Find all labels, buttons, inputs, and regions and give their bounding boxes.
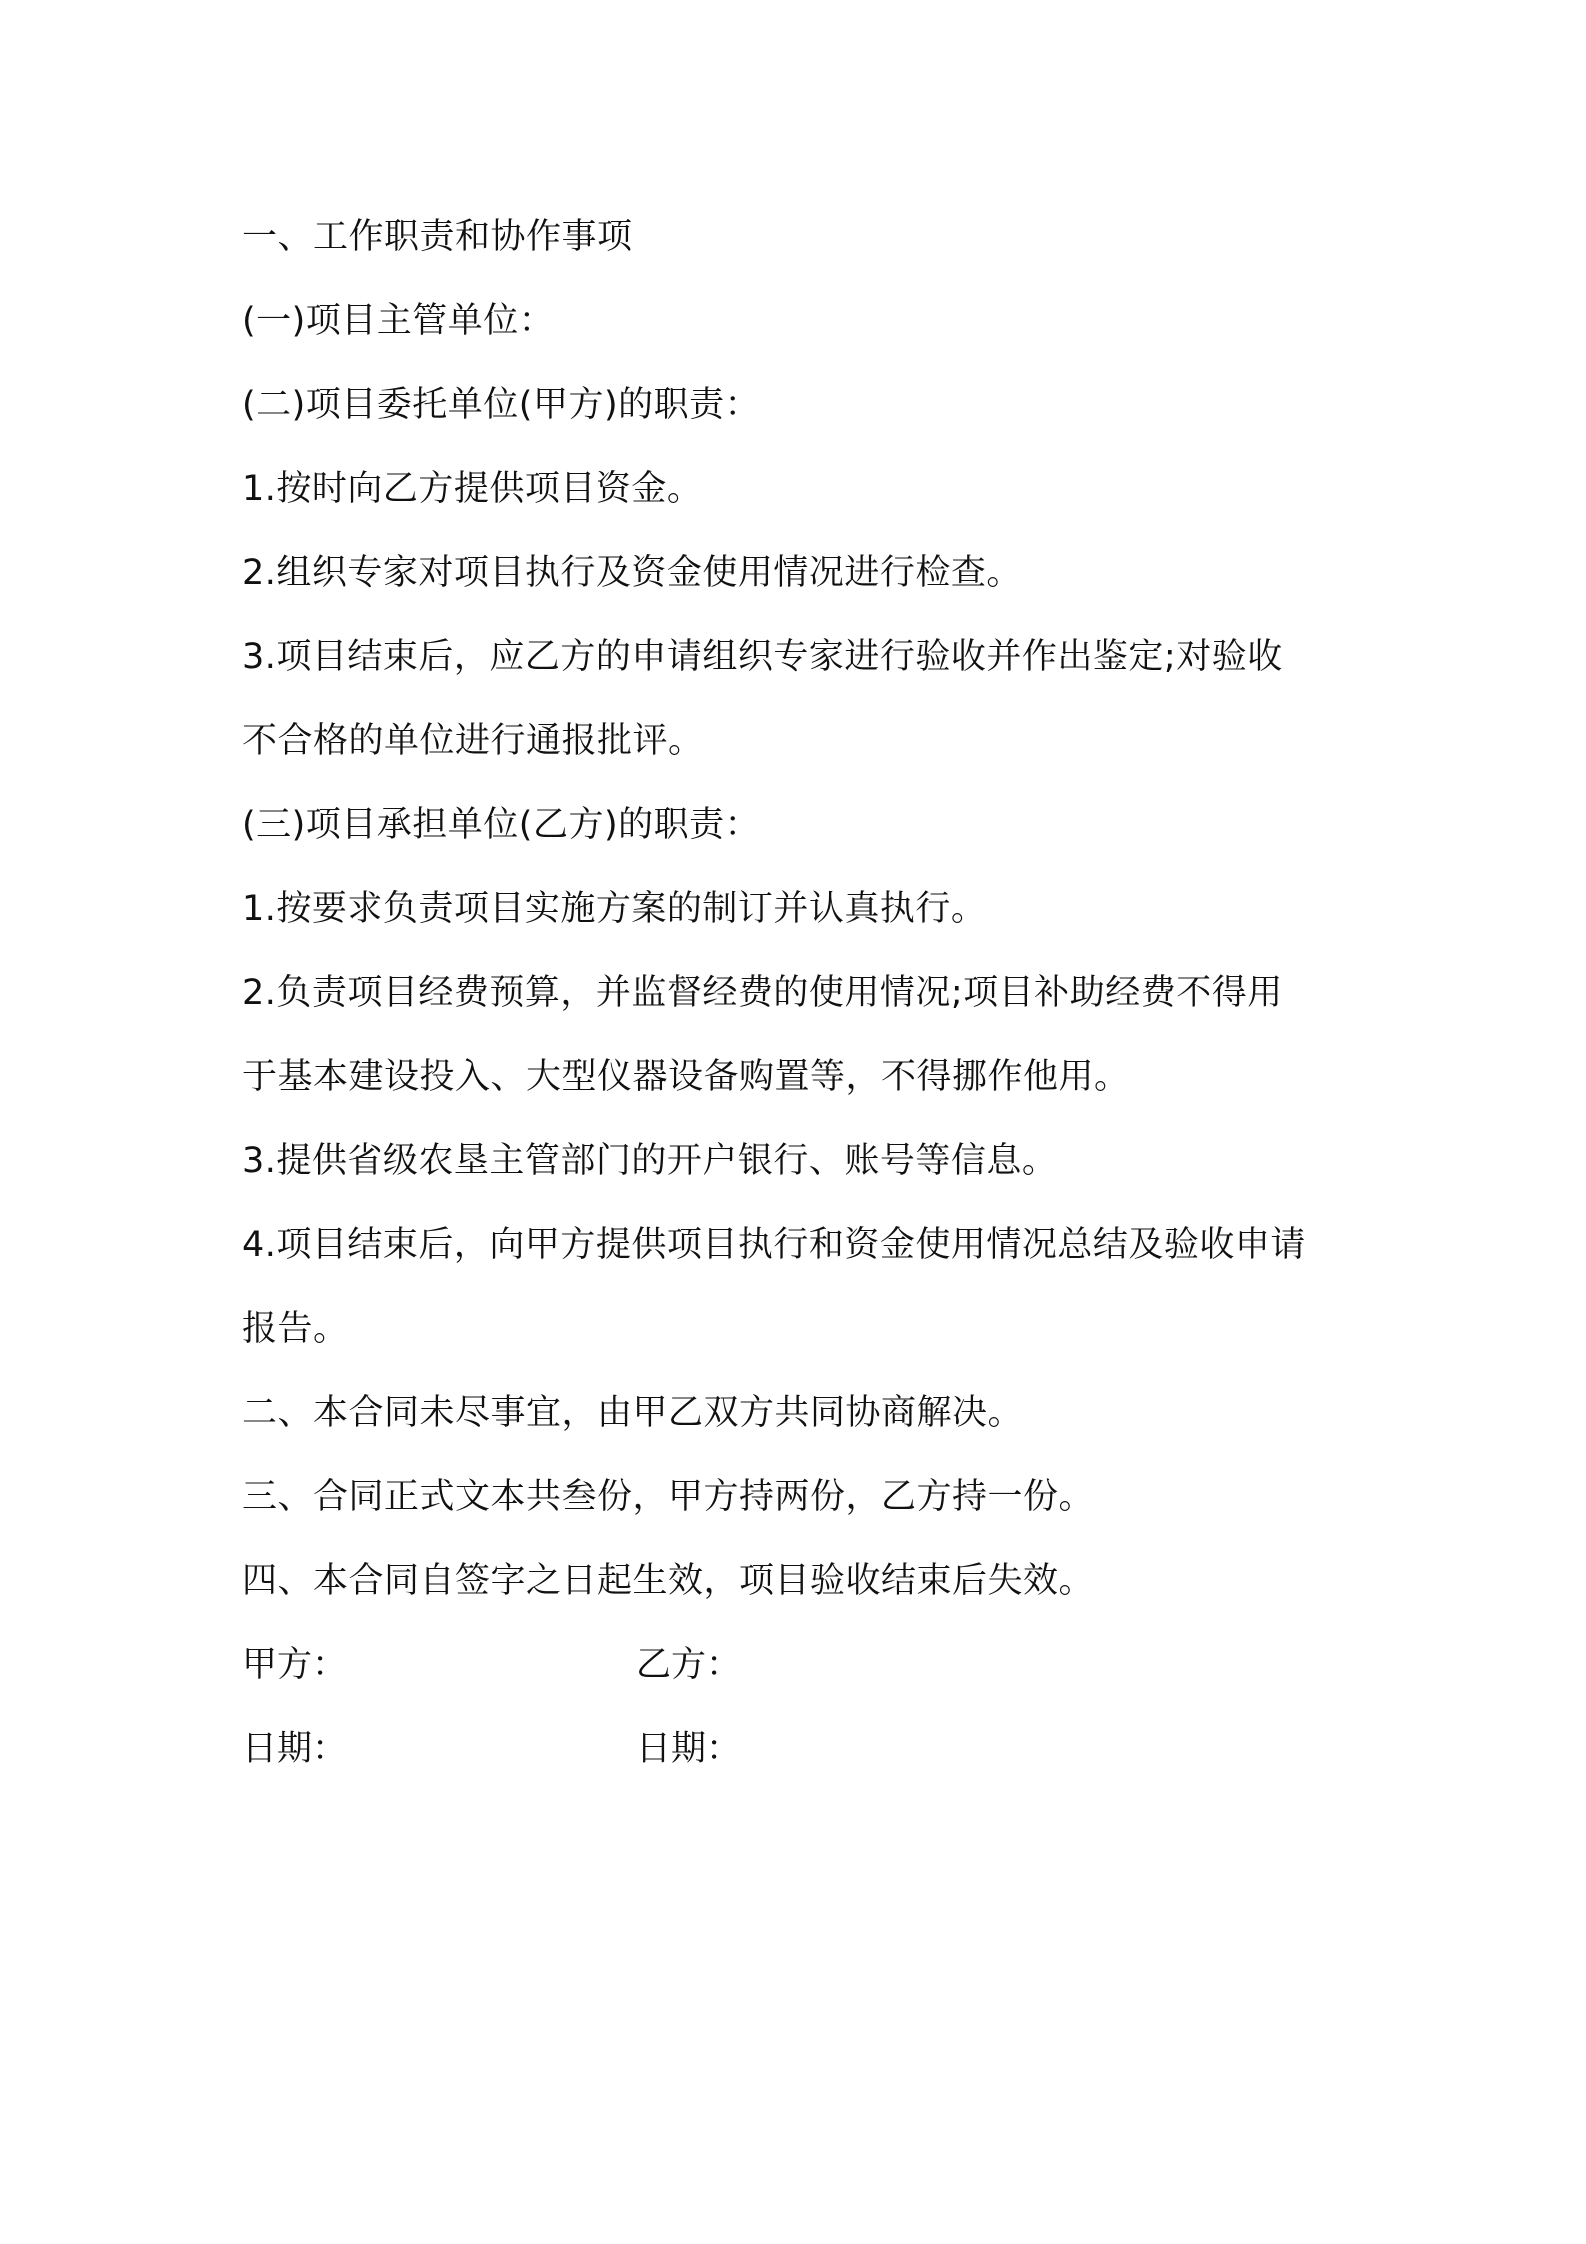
paragraph-line: 报告。 xyxy=(242,1309,349,1349)
paragraph-line: 不合格的单位进行通报批评。 xyxy=(242,721,704,761)
signature-date-row xyxy=(242,1707,1362,1791)
paragraph-line: 2.负责项目经费预算，并监督经费的使用情况;项目补助经费不得用 xyxy=(242,973,1283,1013)
signature-party-row xyxy=(242,1623,1362,1707)
paragraph-line: 3.项目结束后，应乙方的申请组织专家进行验收并作出鉴定;对验收 xyxy=(242,637,1283,677)
party-b-label: 乙方： xyxy=(636,1645,742,1685)
subsection-heading-1: (一)项目主管单位： xyxy=(242,301,555,341)
paragraph-line: 于基本建设投入、大型仪器设备购置等，不得挪作他用。 xyxy=(242,1057,1130,1097)
party-a-label: 甲方： xyxy=(242,1645,348,1685)
document-body xyxy=(242,195,1362,1791)
date-a-label: 日期： xyxy=(242,1729,348,1769)
paragraph-line: 1.按时向乙方提供项目资金。 xyxy=(242,469,703,509)
subsection-heading-3: (三)项目承担单位(乙方)的职责： xyxy=(242,805,761,845)
paragraph-line: 4.项目结束后，向甲方提供项目执行和资金使用情况总结及验收申请 xyxy=(242,1225,1306,1265)
section-heading-4: 四、本合同自签字之日起生效，项目验收结束后失效。 xyxy=(242,1561,1095,1601)
paragraph-line: 1.按要求负责项目实施方案的制订并认真执行。 xyxy=(242,889,987,929)
section-heading-2: 二、本合同未尽事宜，由甲乙双方共同协商解决。 xyxy=(242,1393,1024,1433)
date-b-label: 日期： xyxy=(636,1729,742,1769)
subsection-heading-2: (二)项目委托单位(甲方)的职责： xyxy=(242,385,761,425)
section-heading-3: 三、合同正式文本共叁份，甲方持两份，乙方持一份。 xyxy=(242,1477,1095,1517)
paragraph-line: 2.组织专家对项目执行及资金使用情况进行检查。 xyxy=(242,553,1022,593)
paragraph-line: 3.提供省级农垦主管部门的开户银行、账号等信息。 xyxy=(242,1141,1058,1181)
section-heading-1: 一、工作职责和协作事项 xyxy=(242,217,633,257)
